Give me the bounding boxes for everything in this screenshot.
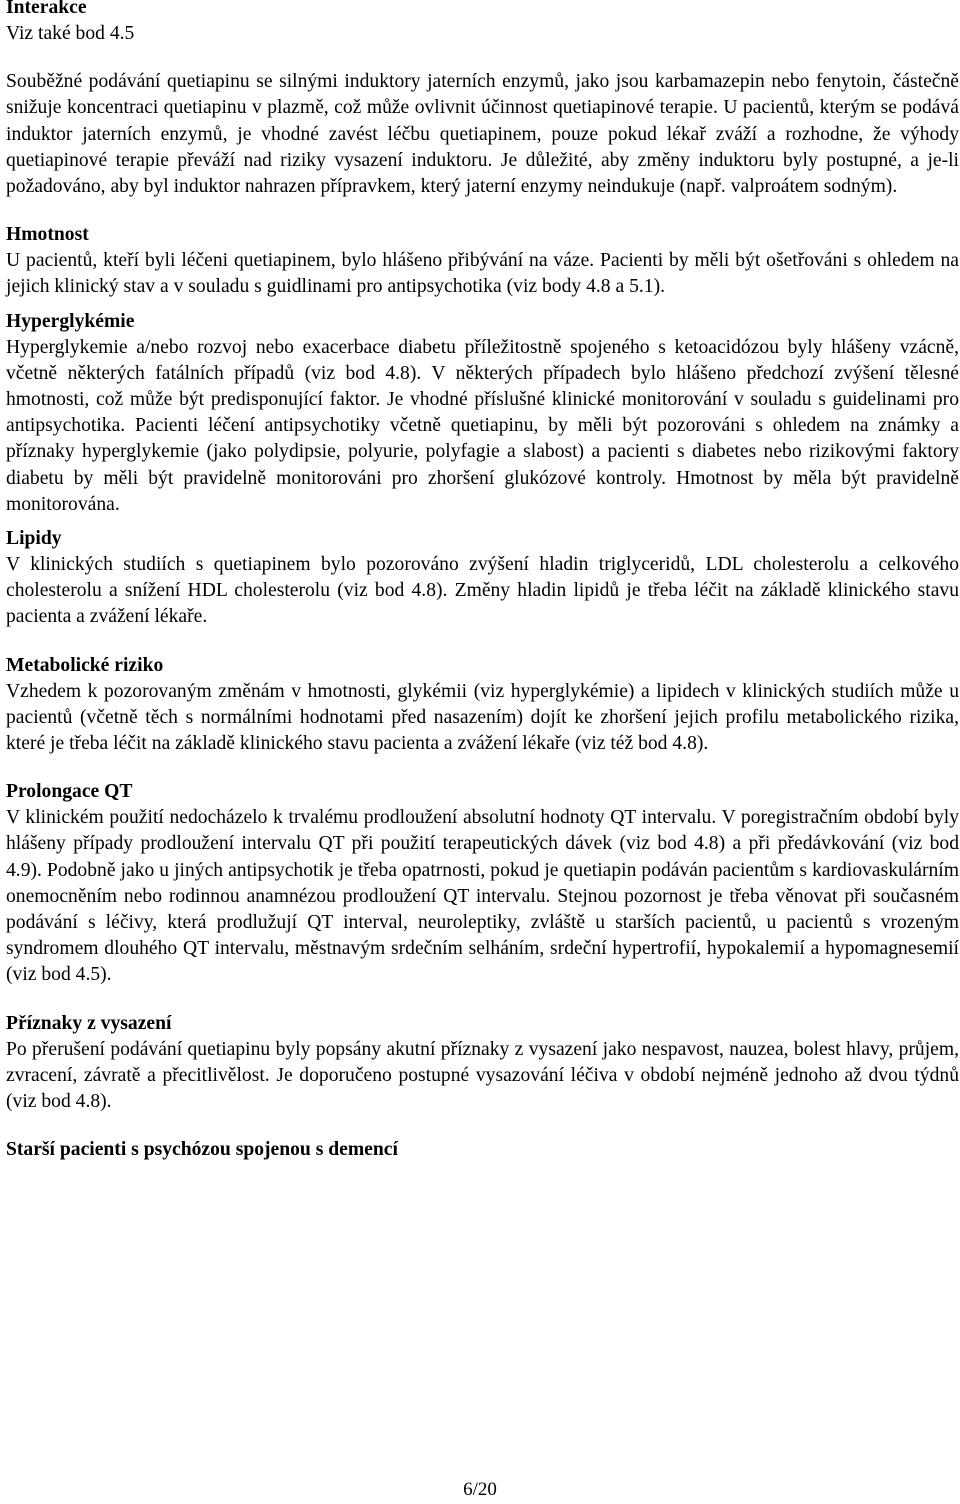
section-heading-prolongace-qt: Prolongace QT (6, 781, 133, 803)
document-page (6, 0, 959, 1163)
section-heading-priznaky-z-vysazeni: Příznaky z vysazení (6, 1012, 172, 1034)
spacer (6, 518, 959, 526)
paragraph-see-also: Viz také bod 4.5 (6, 23, 135, 44)
spacer (6, 757, 959, 779)
spacer (6, 47, 959, 69)
section-heading-hmotnost: Hmotnost (6, 224, 89, 246)
spacer (6, 631, 959, 653)
section-heading-metabolicke-riziko: Metabolické riziko (6, 654, 164, 676)
paragraph-hyperglycemia: Hyperglykemie a/nebo rozvoj nebo exacerbace diabetu příležitostně spojeného s ketoacidózou byly hlášeny vzácně, včetně některých fatálních případů (viz bod 4.8). V některých případech bylo hlášeno předchozí zvýšení tělesné hmotnosti, což může být predisponující faktor. Je vhodné příslušné klinické monitorování v souladu s guidelinami pro antipsychotika. Pacienti léčení antipsychotiky včetně quetiapinu, by měli být pozorováni s ohledem na známky a příznaky hyperglykemie (jako polydipsie, polyurie, polyfagie a slabost) a pacienti s diabetes nebo rizikovými faktory diabetu by měli být pravidelně monitorováni pro zhoršení glukózové kontroly. Hmotnost by měla být pravidelně monitorována. (6, 336, 959, 515)
paragraph-weight: U pacientů, kteří byli léčeni quetiapinem, bylo hlášeno přibývání na váze. Pacienti by měli být ošetřováni s ohledem na jejich klinický stav a v souladu s guidlinami pro antipsychotika (viz body 4.8 a 5.1). (6, 250, 959, 298)
section-heading-lipidy: Lipidy (6, 528, 62, 550)
paragraph-withdrawal: Po přerušení podávání quetiapinu byly popsány akutní příznaky z vysazení jako nespavost, nauzea, bolest hlavy, průjem, zvracení, závratě a přecitlivělost. Je doporučeno postupné vysazování léčiva v období nejméně jednoho až dvou týdnů (viz bod 4.8). (6, 1038, 959, 1113)
section-heading-hyperglykemie: Hyperglykémie (6, 310, 135, 332)
section-heading-starsi-pacienti: Starší pacienti s psychózou spojenou s demencí (6, 1139, 398, 1161)
page-number: 6/20 (463, 1479, 497, 1500)
spacer (6, 301, 959, 309)
paragraph-metabolic-risk: Vzhedem k pozorovaným změnám v hmotnosti, glykémii (viz hyperglykémie) a lipidech v klinických studiích může u pacientů (včetně těch s normálními hodnotami před nasazením) dojít ke zhoršení jejich profilu metabolického rizika, které je třeba léčit na základě klinického stavu pacienta a zvážení lékaře (viz též bod 4.8). (6, 680, 959, 755)
spacer (6, 1115, 959, 1137)
paragraph-qt-prolongation: V klinickém použití nedocházelo k trvalému prodloužení absolutní hodnoty QT intervalu. V poregistračním období byly hlášeny případy prodloužení intervalu QT při použití terapeutických dávek (viz bod 4.8) a při předávkování (viz bod 4.9). Podobně jako u jiných antipsychotik je třeba opatrnosti, pokud je quetiapin podáván pacientům s kardiovaskulárním onemocněním nebo rodinnou anamnézou prodloužení QT intervalu. Stejnou pozornost je třeba věnovat při současném podávání s léčivy, která prodlužují QT interval, neuroleptiky, zvláště u starších pacientů, u pacientů s vrozeným syndromem dlouhého QT intervalu, městnavým srdečním selháním, srdeční hypertrofií, hypokalemií a hypomagnesemií (viz bod 4.5). (6, 807, 959, 986)
paragraph-enzyme-inductors: Souběžné podávání quetiapinu se silnými induktory jaterních enzymů, jako jsou karbamazepin nebo fenytoin, částečně snižuje koncentraci quetiapinu v plazmě, což může ovlivnit účinnost quetiapinové terapie. U pacientů, kterým se podává induktor jaterních enzymů, je vhodné zavést léčbu quetiapinem, pouze pokud lékař zváží a rozhodne, že výhody quetiapinové terapie převáží nad riziky vysazení induktoru. Je důležité, aby změny induktoru byly postupné, a je-li požadováno, aby byl induktor nahrazen přípravkem, který jaterní enzymy neindukuje (např. valproátem sodným). (6, 71, 959, 198)
paragraph-lipids: V klinických studiích s quetiapinem bylo pozorováno zvýšení hladin triglyceridů, LDL cholesterolu a celkového cholesterolu a snížení HDL cholesterolu (viz bod 4.8). Změny hladin lipidů je třeba léčit na základě klinického stavu pacienta a zvážení lékaře. (6, 554, 959, 628)
spacer (6, 989, 959, 1011)
spacer (6, 200, 959, 222)
section-heading-interakce: Interakce (6, 0, 87, 18)
